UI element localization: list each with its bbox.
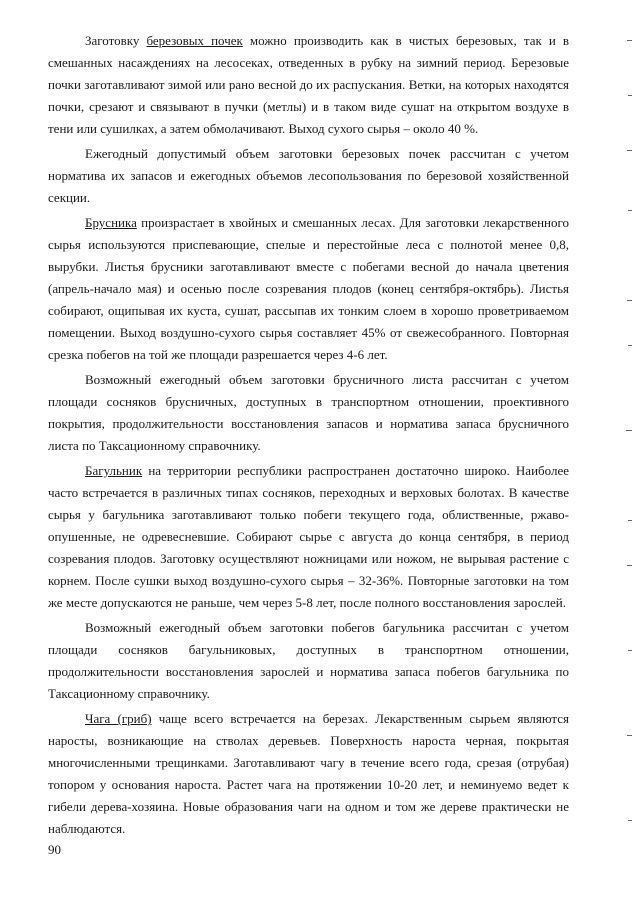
- text-run: Возможный ежегодный объем заготовки брусничного листа рассчитан с учетом площади сосняков брусничных, доступных в транспортном отношении, проективного покрытия, продолжительности восстановления запасов и норматива запаса брусничного листа по Таксационному справочнику.: [48, 372, 569, 453]
- paragraph-birch-volume: [48, 143, 569, 209]
- scan-mark: [628, 650, 632, 651]
- paragraph-ledum: [48, 460, 569, 614]
- scan-mark: [628, 345, 632, 346]
- text-run: Ежегодный допустимый объем заготовки березовых почек рассчитан с учетом норматива их запасов и ежегодных объемов лесопользования по березовой хозяйственной секции.: [48, 146, 569, 205]
- text-run: можно производить как в чистых березовых, так и в смешанных насаждениях на лесосеках, отведенных в рубку на зимний период. Березовые почки заготавливают зимой или рано весной до их распускания. Ветки, на которых находятся почки, срезают и связывают в пучки (метлы) и в таком виде сушат на открытом воздухе в тени или сушилках, а затем обмолачивают. Выход сухого сырья – около 40 %.: [48, 33, 569, 136]
- text-run: чаще всего встречается на березах. Лекарственным сырьем являются наросты, возникающие на стволах деревьев. Поверхность нароста черная, покрытая многочисленными трещинками. Заготавливают чагу в течение всего года, срезая (отрубая) топором у основания нароста. Растет чага на протяжении 10-20 лет, и неминуемо ведет к гибели дерева-хозяина. Новые образования чаги на одном и том же дереве практически не наблюдаются.: [48, 711, 569, 836]
- term-birch-buds: березовых почек: [146, 33, 243, 48]
- scan-mark: [627, 150, 632, 151]
- scan-mark: [627, 300, 632, 301]
- term-cowberry: Брусника: [85, 215, 137, 230]
- paragraph-ledum-volume: [48, 617, 569, 705]
- scan-mark: [627, 40, 632, 41]
- paragraph-chaga: [48, 708, 569, 840]
- document-page: [48, 30, 569, 840]
- scan-mark: [628, 820, 632, 821]
- scan-mark: [627, 565, 632, 566]
- paragraph-cowberry: [48, 212, 569, 366]
- text-run: на территории республики распространен достаточно широко. Наиболее часто встречается в различных типах сосняков, переходных и верховых болотах. В качестве сырья у багульника заготавливают только побеги текущего года, облиственные, ржаво-опушенные, не одревесневшие. Собирают сырье с августа до конца сентября, в период созревания плодов. Заготовку осуществляют ножницами или ножом, не вырывая растение с корнем. После сушки выход воздушно-сухого сырья – 32-36%. Повторные заготовки на том же месте допускаются не раньше, чем через 5-8 лет, после полного восстановления зарослей.: [48, 463, 569, 610]
- paragraph-cowberry-volume: [48, 369, 569, 457]
- page-number: 90: [48, 842, 61, 857]
- scan-mark: [628, 95, 632, 96]
- paragraph-birch-buds: [48, 30, 569, 140]
- text-run: произрастает в хвойных и смешанных лесах. Для заготовки лекарственного сырья используются приспевающие, спелые и перестойные леса с полнотой менее 0,8, вырубки. Листья брусники заготавливают вместе с побегами весной до начала цветения (апрель-начало мая) и осенью после созревания плодов (конец сентября-октябрь). Листья собирают, ощипывая их куста, сушат, рассыпав их тонким слоем в хорошо проветриваемом помещении. Выход воздушно-сухого сырья составляет 45% от свежесобранного. Повторная срезка побегов на той же площади разрешается через 4-6 лет.: [48, 215, 569, 362]
- text-run: Заготовку: [85, 33, 147, 48]
- term-chaga: Чага (гриб): [85, 711, 152, 726]
- scan-mark: [628, 520, 632, 521]
- scan-mark: [626, 430, 632, 431]
- scan-edge-marks: [620, 0, 640, 905]
- scan-mark: [628, 210, 632, 211]
- term-ledum: Багульник: [85, 463, 143, 478]
- text-run: Возможный ежегодный объем заготовки побегов багульника рассчитан с учетом площади сосняков багульниковых, доступных в транспортном отношении, продолжительности восстановления зарослей и норматива запаса побегов багульника по Таксационному справочнику.: [48, 620, 569, 701]
- scan-mark: [627, 735, 632, 736]
